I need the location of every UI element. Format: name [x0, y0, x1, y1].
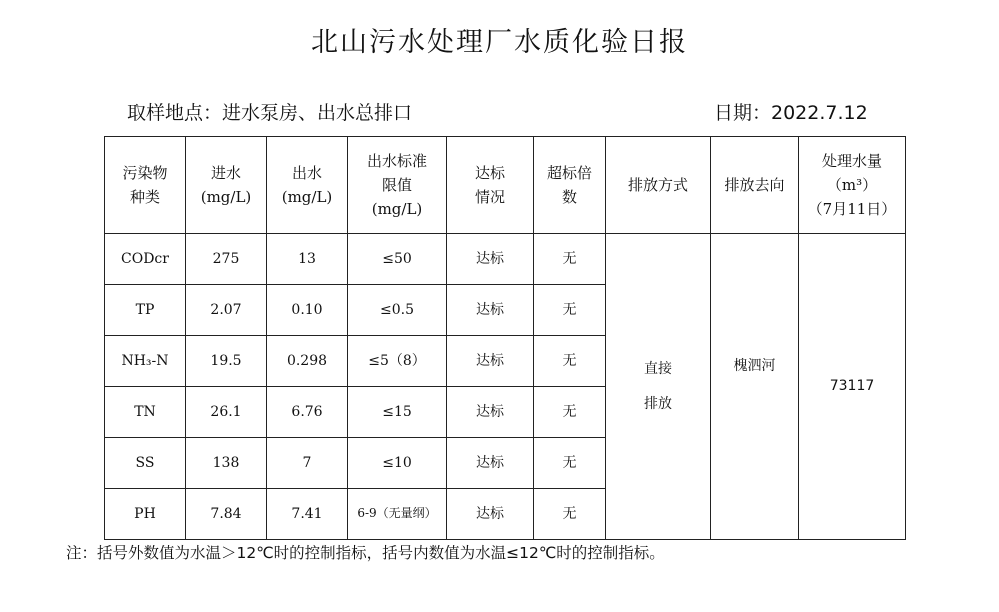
header-exceed-line1: 超标倍 — [546, 164, 592, 182]
outflow-cell: 0.10 — [267, 285, 348, 336]
water-quality-table — [104, 136, 906, 540]
header-pollutant-line1: 污染物 — [122, 164, 168, 182]
header-volume-line2: （m³） — [826, 176, 878, 194]
limit-cell: 6-9（无量纲） — [348, 489, 447, 540]
pollutant-cell: TP — [105, 285, 186, 336]
inflow-cell: 7.84 — [186, 489, 267, 540]
pollutant-cell: TN — [105, 387, 186, 438]
report-title: 北山污水处理厂水质化验日报 — [311, 27, 688, 58]
discharge-method-line1: 直接 — [644, 361, 672, 378]
header-outflow-line1: 出水 — [291, 164, 322, 182]
pollutant-cell: NH₃-N — [105, 336, 186, 387]
discharge-method-line2: 排放 — [644, 395, 672, 412]
sampling-location: 取样地点：进水泵房、出水总排口 — [127, 102, 413, 124]
header-volume-line3: （7月11日） — [807, 200, 897, 218]
header-compliance-line2: 情况 — [474, 188, 505, 206]
limit-cell: ≤50 — [348, 234, 447, 285]
footnote: 注：括号外数值为水温＞12℃时的控制指标，括号内数值为水温≤12℃时的控制指标。 — [66, 544, 665, 562]
compliance-cell: 达标 — [447, 336, 534, 387]
header-discharge-destination: 排放去向 — [711, 137, 799, 234]
inflow-cell: 26.1 — [186, 387, 267, 438]
header-compliance-line1: 达标 — [474, 164, 505, 182]
exceed-cell: 无 — [534, 489, 606, 540]
header-volume-line1: 处理水量 — [821, 152, 882, 170]
header-limit — [348, 137, 447, 234]
compliance-cell: 达标 — [447, 285, 534, 336]
limit-cell: ≤15 — [348, 387, 447, 438]
discharge-method-cell — [606, 234, 711, 540]
exceed-cell: 无 — [534, 336, 606, 387]
pollutant-cell: SS — [105, 438, 186, 489]
header-outflow — [267, 137, 348, 234]
header-exceed-line2: 数 — [561, 188, 577, 206]
outflow-cell: 0.298 — [267, 336, 348, 387]
limit-cell: ≤0.5 — [348, 285, 447, 336]
header-inflow-line2: (mg/L) — [200, 188, 252, 206]
exceed-cell: 无 — [534, 438, 606, 489]
header-limit-line3: (mg/L) — [371, 200, 423, 218]
header-treated-volume — [799, 137, 906, 234]
exceed-cell: 无 — [534, 387, 606, 438]
outflow-cell: 13 — [267, 234, 348, 285]
header-limit-line1: 出水标准 — [366, 152, 427, 170]
inflow-cell: 2.07 — [186, 285, 267, 336]
header-exceed — [534, 137, 606, 234]
exceed-cell: 无 — [534, 234, 606, 285]
compliance-cell: 达标 — [447, 489, 534, 540]
header-inflow — [186, 137, 267, 234]
header-pollutant-line2: 种类 — [129, 188, 160, 206]
inflow-cell: 275 — [186, 234, 267, 285]
outflow-cell: 7.41 — [267, 489, 348, 540]
pollutant-cell: PH — [105, 489, 186, 540]
header-limit-line2: 限值 — [381, 176, 412, 194]
discharge-destination-cell: 槐泗河 — [711, 234, 799, 540]
header-inflow-line1: 进水 — [210, 164, 241, 182]
exceed-cell: 无 — [534, 285, 606, 336]
inflow-cell: 138 — [186, 438, 267, 489]
compliance-cell: 达标 — [447, 387, 534, 438]
outflow-cell: 7 — [267, 438, 348, 489]
pollutant-cell: CODcr — [105, 234, 186, 285]
limit-cell: ≤5（8） — [348, 336, 447, 387]
report-date: 日期：2022.7.12 — [714, 102, 868, 124]
header-compliance — [447, 137, 534, 234]
inflow-cell: 19.5 — [186, 336, 267, 387]
table-row — [105, 234, 906, 285]
header-discharge-method: 排放方式 — [606, 137, 711, 234]
treated-volume-cell: 73117 — [799, 234, 906, 540]
limit-cell: ≤10 — [348, 438, 447, 489]
compliance-cell: 达标 — [447, 438, 534, 489]
outflow-cell: 6.76 — [267, 387, 348, 438]
table-header-row — [105, 137, 906, 234]
compliance-cell: 达标 — [447, 234, 534, 285]
header-outflow-line2: (mg/L) — [281, 188, 333, 206]
header-pollutant — [105, 137, 186, 234]
